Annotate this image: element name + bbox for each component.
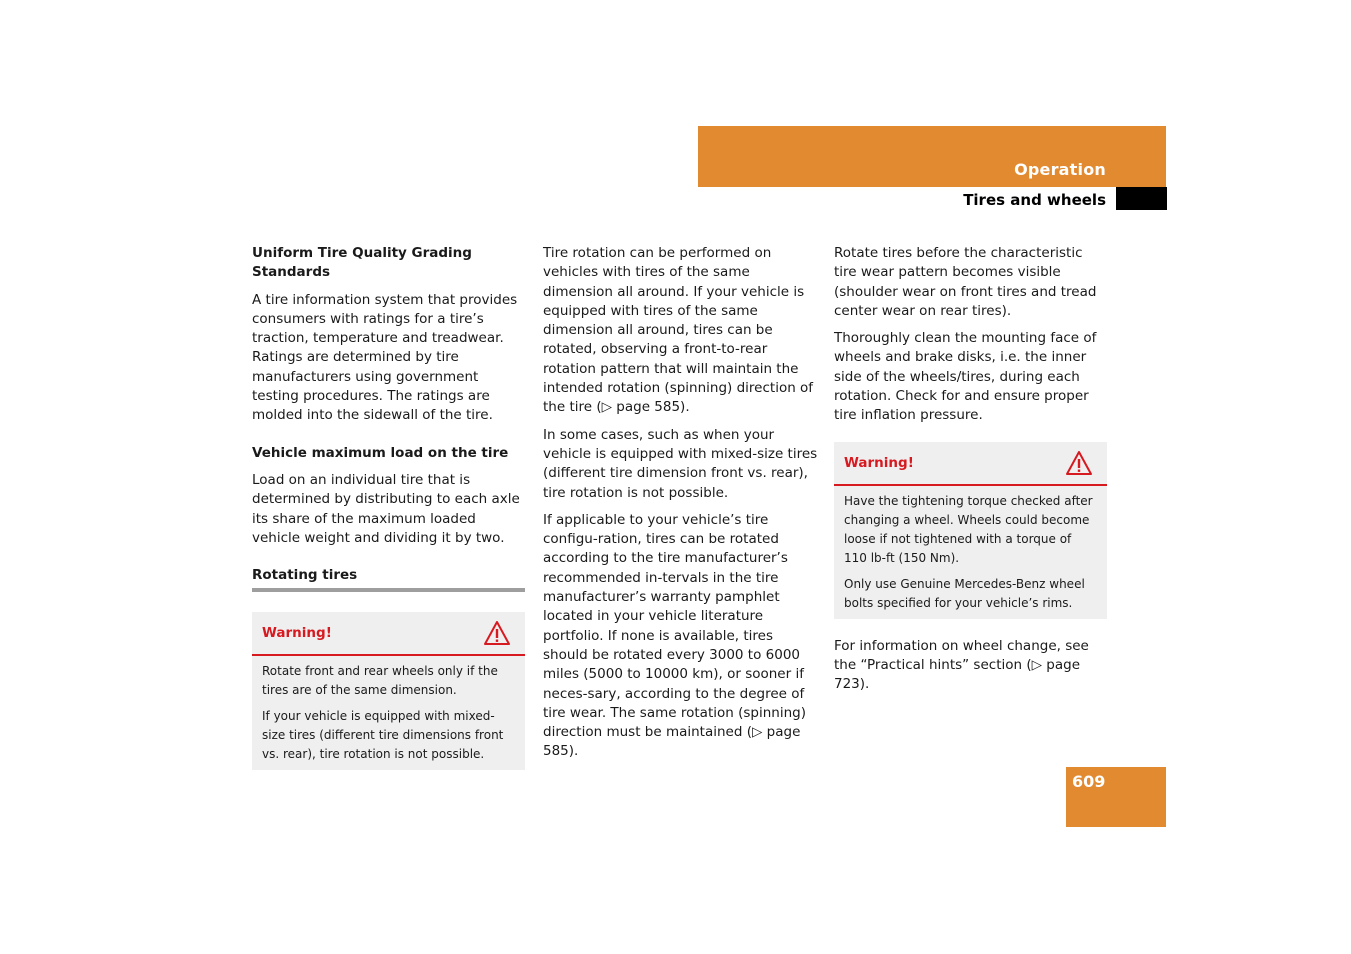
paragraph-rotate-before-wear: Rotate tires before the characteristic tire wear pattern becomes visible (shoulder wear on front tires and tread center wear on rear tires). bbox=[834, 245, 1097, 319]
paragraph-max-load: Load on an individual tire that is determined by distributing to each axle its share of the maximum loaded vehicle weight and dividing it by two. bbox=[252, 471, 520, 546]
column-right bbox=[834, 244, 1107, 703]
warning-text: Rotate front and rear wheels only if the tires are of the same dimension. bbox=[262, 664, 498, 698]
page-number: 609 bbox=[1072, 772, 1106, 791]
warning-box-torque bbox=[834, 442, 1107, 619]
warning-box-rotation bbox=[252, 612, 525, 770]
heading-rotating-tires: Rotating tires bbox=[252, 566, 525, 592]
column-left bbox=[252, 244, 525, 770]
warning-triangle-icon bbox=[483, 620, 511, 646]
section-marker-tab bbox=[1116, 187, 1167, 210]
warning-header bbox=[834, 442, 1107, 486]
heading-utqg: Uniform Tire Quality Grading Standards bbox=[252, 245, 472, 281]
warning-label: Warning! bbox=[844, 454, 914, 471]
warning-triangle-icon bbox=[1065, 450, 1093, 476]
paragraph-rotation-intervals: If applicable to your vehicle’s tire configu-ration, tires can be rotated according to the tire manufacturer’s recommended in-tervals in the tire manufacturer’s warranty pamphlet located in your vehicle literature portfolio. If none is available, tires should be rotated every 3000 to 6000 miles (5000 to 10000 km), or sooner if neces-sary, according to the degree of tire wear. The same rotation (spinning) direction must be maintained (▷ page 585). bbox=[543, 511, 806, 760]
warning-text: Only use Genuine Mercedes-Benz wheel bolts specified for your vehicle’s rims. bbox=[844, 576, 1085, 610]
warning-body bbox=[834, 486, 1107, 619]
column-middle bbox=[543, 244, 818, 770]
warning-header bbox=[252, 612, 525, 656]
section-title: Operation bbox=[1014, 160, 1106, 179]
warning-text: Have the tightening torque checked after changing a wheel. Wheels could become loose if not tightened with a torque of 110 lb-ft (150 Nm). bbox=[844, 493, 1093, 565]
heading-max-load: Vehicle maximum load on the tire bbox=[252, 444, 509, 461]
paragraph-rotation-same-dimension: Tire rotation can be performed on vehicles with tires of the same dimension all around. If your vehicle is equipped with tires of the same dimension all around, tires can be rotated, observing a front-to-rear rotation pattern that will maintain the intended rotation (spinning) direction of the tire (▷ page 585). bbox=[543, 245, 814, 416]
paragraph-utqg: A tire information system that provides consumers with ratings for a tire’s traction, temperature and treadwear. Ratings are determined by tire manufacturers using government testing procedures. The ratings are molded into the sidewall of the tire. bbox=[252, 291, 518, 424]
warning-body bbox=[252, 656, 525, 770]
paragraph-clean-mounting: Thoroughly clean the mounting face of wheels and brake disks, i.e. the inner side of the wheels/tires, during each rotation. Check for and ensure proper tire inflation pressure. bbox=[834, 330, 1097, 424]
paragraph-mixed-size: In some cases, such as when your vehicle is equipped with mixed-size tires (different tire dimension front vs. rear), tire rotation is not possible. bbox=[543, 426, 818, 501]
warning-label: Warning! bbox=[262, 625, 332, 642]
warning-text: If your vehicle is equipped with mixed-size tires (different tire dimensions front vs. rear), tire rotation is not possible. bbox=[262, 709, 504, 762]
paragraph-wheel-change-reference: For information on wheel change, see the “Practical hints” section (▷ page 723). bbox=[834, 637, 1089, 693]
subsection-title: Tires and wheels bbox=[963, 191, 1106, 209]
